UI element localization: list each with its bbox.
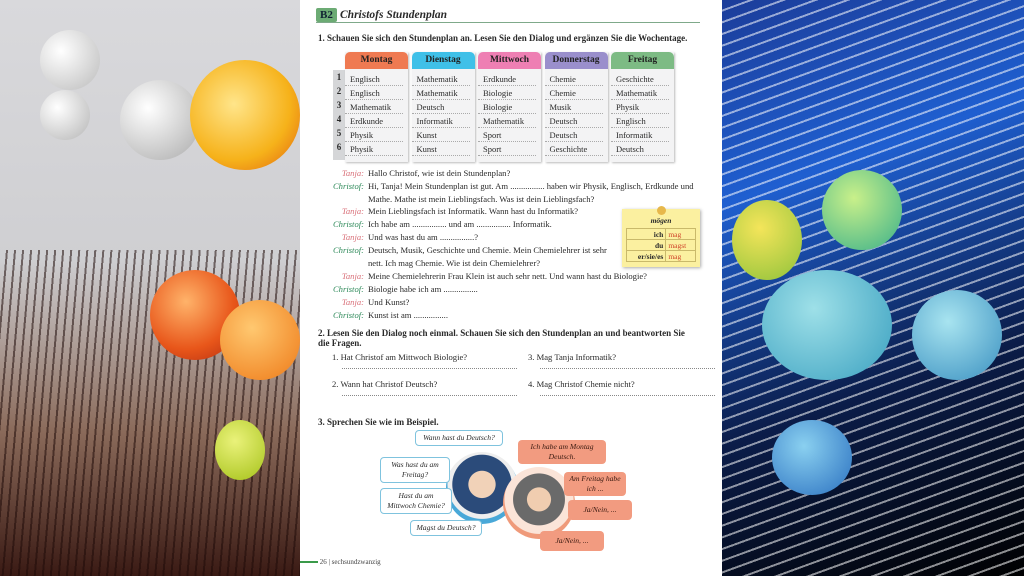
dialog-line: Ich habe am ................ und am ................ Informatik.: [368, 219, 552, 229]
dialog-line: Mein Lieblingsfach ist Informatik. Wann hast du Informatik?: [368, 206, 579, 216]
speaker-name: Tanja:: [341, 206, 364, 216]
lesson-cell: Deutsch: [545, 114, 603, 128]
lesson-cell: Biologie: [478, 86, 536, 100]
speech-bubble: Am Freitag habe ich ...: [564, 472, 626, 496]
pin-icon: [657, 206, 666, 215]
lesson-cell: Chemie: [545, 72, 603, 86]
textbook-page: [300, 0, 722, 576]
timetable-column-freitag: [611, 52, 674, 162]
footer-bar: [300, 561, 318, 563]
dialog-line: Hi, Tanja! Mein Stundenplan ist gut. Am ................ haben wir Physik, Englisch, Erdkunde und Mathe. Mathe ist mein Lieblingsfach. Was ist dein Lieblingsfach?: [368, 181, 694, 204]
dialog-line: Und was hast du am ................?: [368, 232, 479, 242]
lesson-cell: Erdkunde: [345, 114, 403, 128]
lesson-cell: Informatik: [611, 128, 669, 142]
lessons: [412, 69, 475, 156]
exercise-2-instruction: 2. Lesen Sie den Dialog noch einmal. Schauen Sie sich den Stundenplan an und beantworten Sie die Fragen.: [318, 328, 685, 348]
speaker-name: Christof:: [332, 245, 364, 255]
question-1: 1. Hat Christof am Mittwoch Biologie?: [332, 352, 468, 362]
lesson-cell: Geschichte: [611, 72, 669, 86]
lesson-cell: Mathematik: [412, 86, 470, 100]
row-number: 6: [336, 142, 342, 152]
day-header: Montag: [345, 52, 408, 69]
exercise-3-instruction: 3. Sprechen Sie wie im Beispiel.: [318, 417, 439, 427]
lesson-cell: Englisch: [345, 86, 403, 100]
dialog-line: Und Kunst?: [368, 297, 410, 307]
lesson-cell: Mathematik: [478, 114, 536, 128]
answer-line-3[interactable]: [540, 368, 715, 369]
lesson-cell: Mathematik: [611, 86, 669, 100]
lesson-cell: Sport: [478, 142, 536, 156]
grammar-row: [627, 229, 696, 240]
speech-bubble: Wann hast du Deutsch?: [415, 430, 503, 446]
question-3: 3. Mag Tanja Informatik?: [528, 352, 617, 362]
speech-bubble: Was hast du am Freitag?: [380, 457, 450, 483]
page-footer: 26 | sechsundzwanzig: [300, 558, 381, 566]
speaker-name: Tanja:: [341, 168, 364, 178]
answer-line-1[interactable]: [342, 368, 517, 369]
dialog-line: Hallo Christof, wie ist dein Stundenplan?: [368, 168, 511, 178]
lesson-cell: Musik: [545, 100, 603, 114]
speaker-name: Tanja:: [341, 271, 364, 281]
lesson-cell: Physik: [345, 128, 403, 142]
speaker-name: Christof:: [332, 310, 364, 320]
speaker-name: Tanja:: [341, 297, 364, 307]
speaker-name: Christof:: [332, 219, 364, 229]
pronoun: er/sie/es: [627, 251, 666, 262]
speaker-name: Christof:: [332, 284, 364, 294]
day-header: Freitag: [611, 52, 674, 69]
lesson-cell: Englisch: [345, 72, 403, 86]
lesson-cell: Biologie: [478, 100, 536, 114]
left-background-art: [0, 0, 300, 576]
row-number: 4: [336, 114, 342, 124]
row-number: 2: [336, 86, 342, 96]
lesson-cell: Englisch: [611, 114, 669, 128]
lessons: [345, 69, 408, 156]
day-header: Donnerstag: [545, 52, 608, 69]
lesson-cell: Geschichte: [545, 142, 603, 156]
answer-line-4[interactable]: [540, 395, 715, 396]
lessons: [478, 69, 541, 156]
lesson-cell: Deutsch: [412, 100, 470, 114]
lesson-cell: Mathematik: [412, 72, 470, 86]
timetable-column-mittwoch: [478, 52, 541, 162]
dialog-line: Kunst ist am ................: [368, 310, 448, 320]
speech-bubble: Hast du am Mittwoch Chemie?: [380, 488, 452, 514]
page-number-word: sechsundzwanzig: [331, 558, 381, 566]
lesson-cell: Kunst: [412, 142, 470, 156]
pronoun: du: [627, 240, 666, 251]
timetable-column-donnerstag: [545, 52, 608, 162]
lesson-cell: Physik: [345, 142, 403, 156]
speech-bubble: Ja/Nein, ...: [568, 500, 632, 520]
lessons: [611, 69, 674, 156]
speech-bubble: Ich habe am Montag Deutsch.: [518, 440, 606, 464]
lessons: [545, 69, 608, 156]
grammar-row: [627, 251, 696, 262]
timetable-column-dienstag: [412, 52, 475, 162]
lesson-cell: Deutsch: [611, 142, 669, 156]
pronoun: ich: [627, 229, 666, 240]
answer-line-2[interactable]: [342, 395, 517, 396]
speech-bubble: Ja/Nein, ...: [540, 531, 604, 551]
dialog-line: Meine Chemielehrerin Frau Klein ist auch sehr nett. Und wann hast du Biologie?: [368, 271, 647, 281]
right-background-art: [722, 0, 1024, 576]
verb-form: mag: [666, 251, 696, 262]
lesson-cell: Kunst: [412, 128, 470, 142]
row-numbers: [333, 70, 345, 160]
exercise-1-instruction: 1. Schauen Sie sich den Stundenplan an. Lesen Sie den Dialog und ergänzen Sie die Wochentage.: [318, 33, 688, 43]
speech-bubble: Magst du Deutsch?: [410, 520, 482, 536]
dialog-line: Deutsch, Musik, Geschichte und Chemie. Mein Chemielehrer ist sehr nett. Ich mag Chemie. Wie ist dein Chemielehrer?: [368, 245, 607, 268]
grammar-box-title: mögen: [650, 216, 672, 225]
question-2: 2. Wann hat Christof Deutsch?: [332, 379, 438, 389]
grammar-row: [627, 240, 696, 251]
row-number: 3: [336, 100, 342, 110]
day-header: Dienstag: [412, 52, 475, 69]
section-header: [316, 8, 700, 23]
section-title: Christofs Stundenplan: [340, 9, 448, 21]
timetable-column-montag: [345, 52, 408, 162]
dialog-line: Biologie habe ich am ................: [368, 284, 478, 294]
row-number: 5: [336, 128, 342, 138]
lesson-cell: Physik: [611, 100, 669, 114]
lesson-cell: Sport: [478, 128, 536, 142]
lesson-cell: Erdkunde: [478, 72, 536, 86]
verb-form: magst: [666, 240, 696, 251]
page-number: 26: [319, 558, 327, 566]
row-number: 1: [336, 72, 342, 82]
verb-form: mag: [666, 229, 696, 240]
question-4: 4. Mag Christof Chemie nicht?: [528, 379, 635, 389]
speaker-name: Tanja:: [341, 232, 364, 242]
grammar-box-moegen: [622, 209, 700, 267]
lesson-cell: Deutsch: [545, 128, 603, 142]
section-badge: B2: [316, 8, 337, 22]
speaker-name: Christof:: [332, 181, 364, 191]
day-header: Mittwoch: [478, 52, 541, 69]
lesson-cell: Chemie: [545, 86, 603, 100]
lesson-cell: Informatik: [412, 114, 470, 128]
lesson-cell: Mathematik: [345, 100, 403, 114]
